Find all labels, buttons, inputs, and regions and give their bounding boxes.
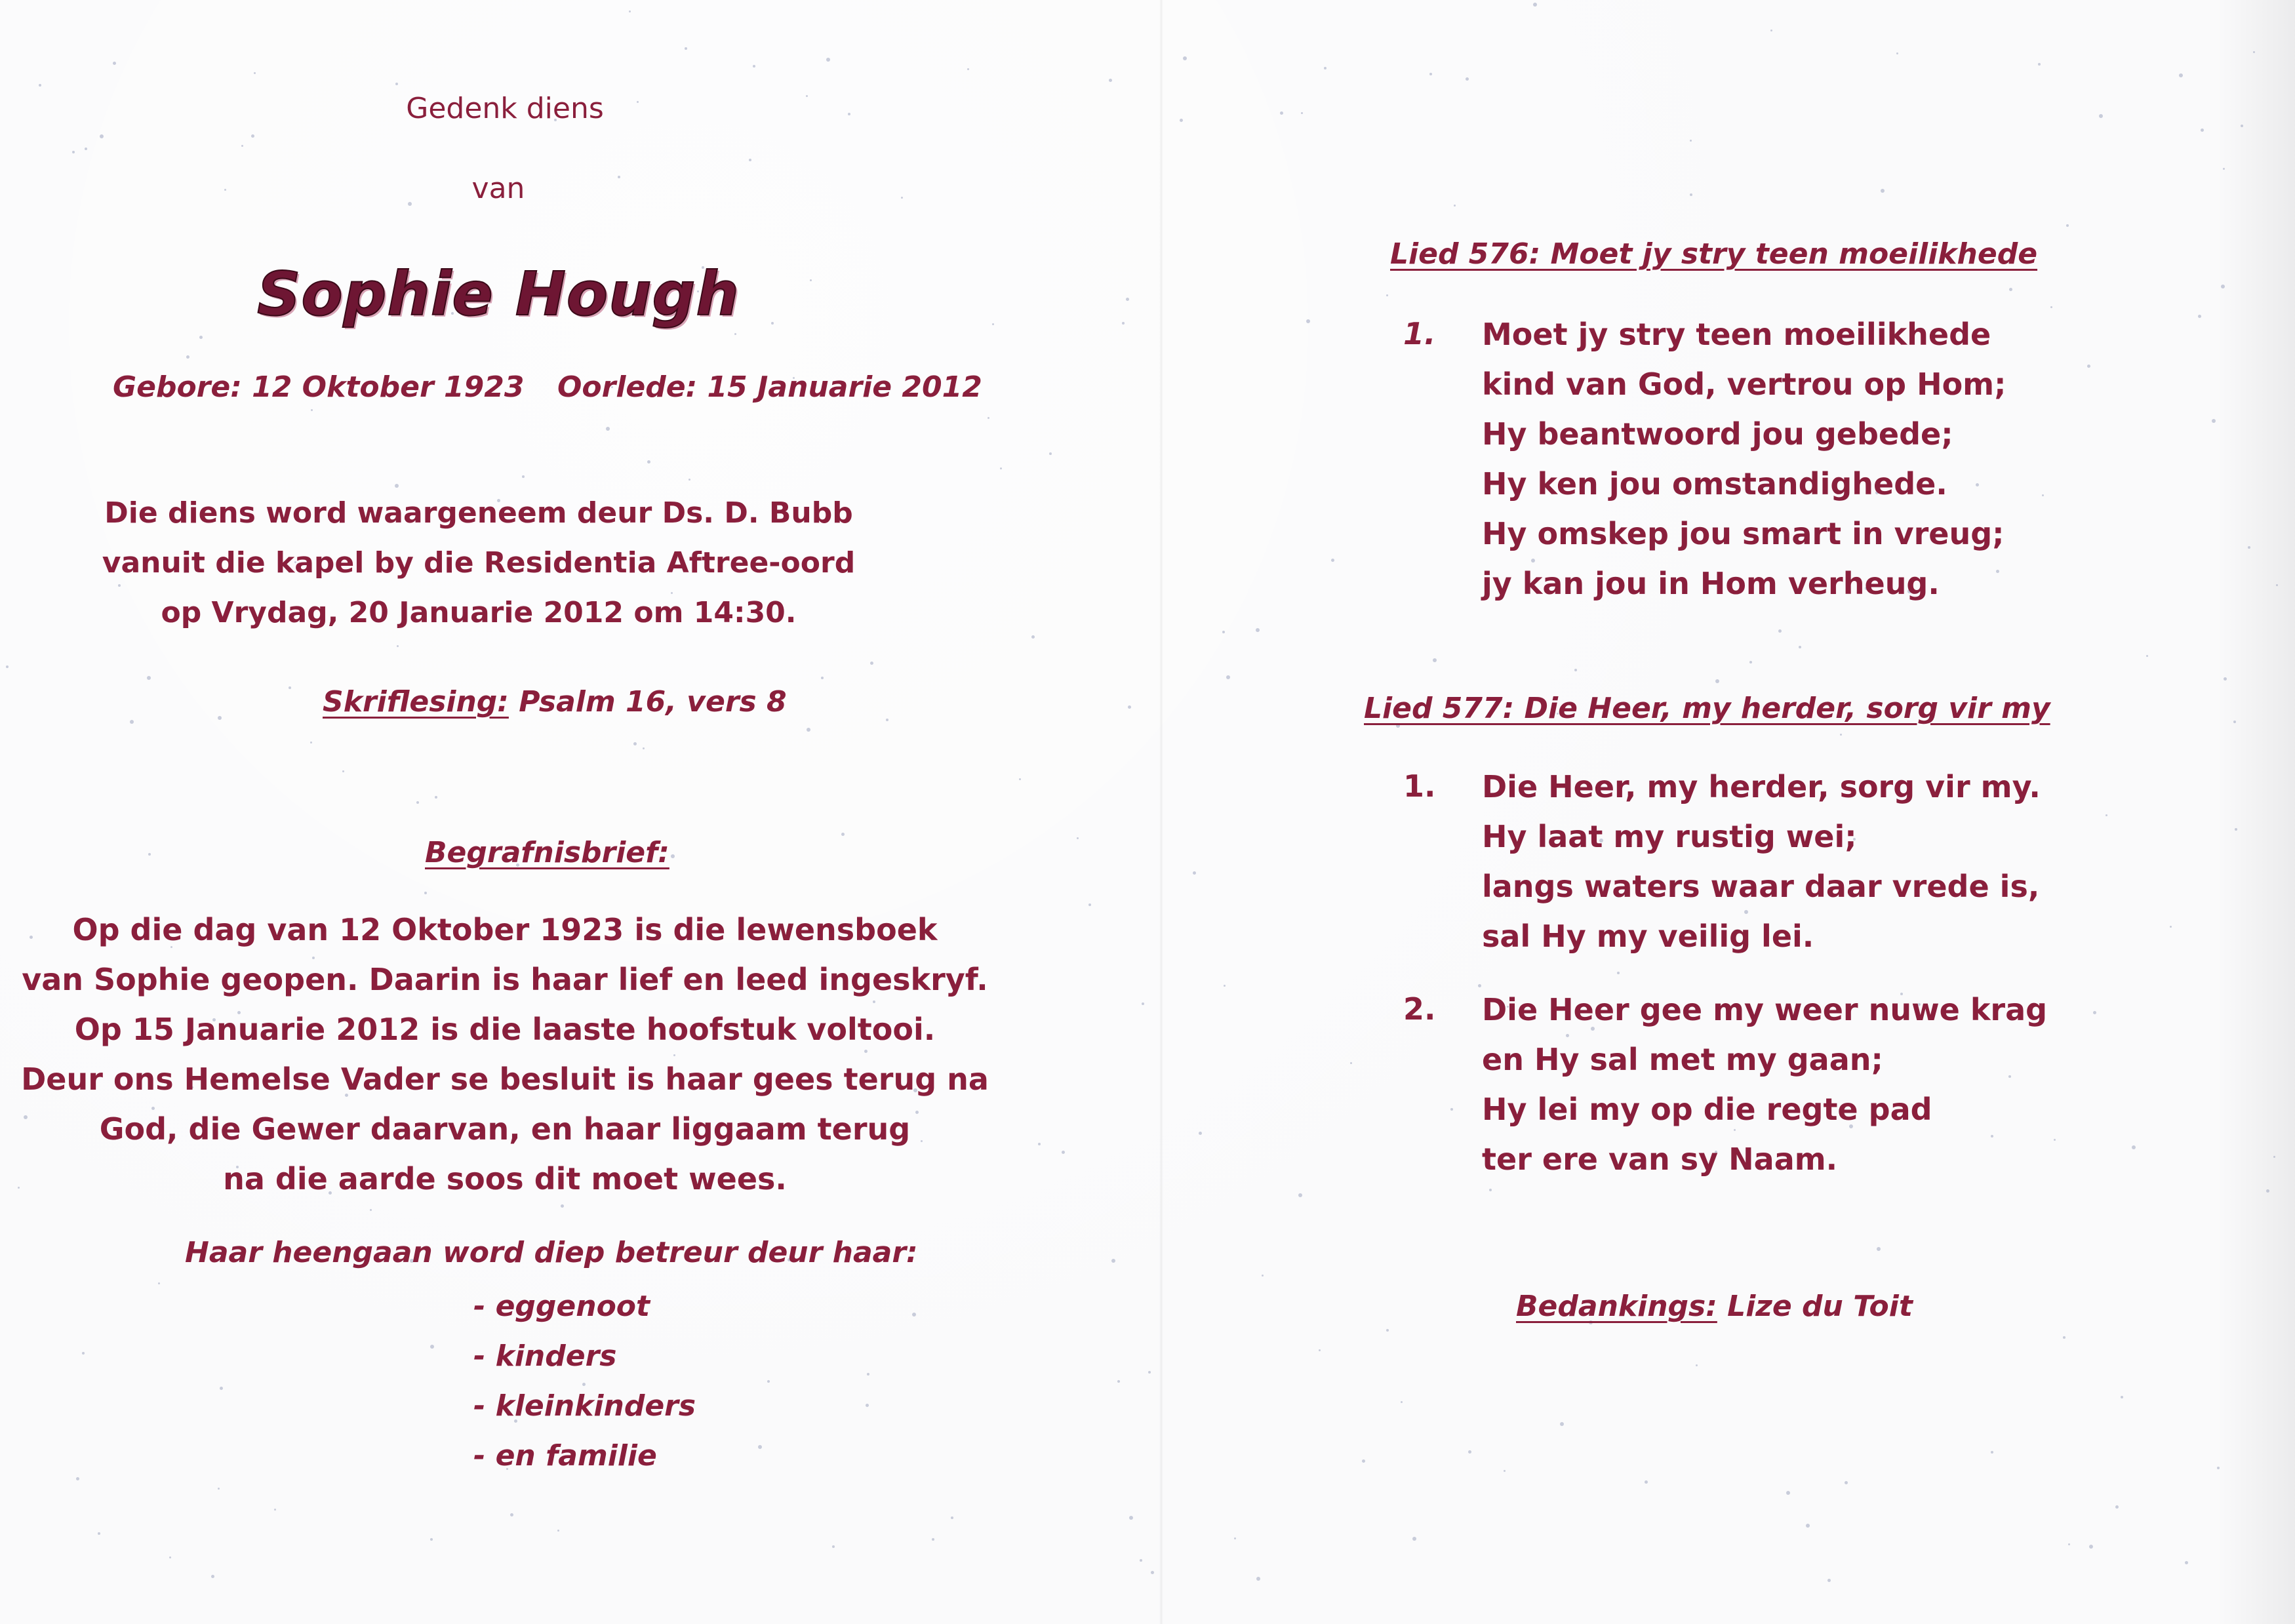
paper-speck [1142, 1002, 1144, 1005]
mourner-item: - en familie [473, 1439, 657, 1473]
song2-verse2 [1482, 985, 2047, 1184]
verse-line: Hy ken jou omstandighede. [1482, 466, 1947, 502]
paper-speck [1183, 56, 1187, 60]
song1-title: Lied 576: Moet jy stry teen moeilikhede [1390, 237, 2038, 271]
center-fold [1159, 0, 1163, 1624]
mourner-item: - eggenoot [473, 1290, 650, 1323]
scripture-reading [323, 685, 787, 719]
thanks-name: Lize du Toit [1727, 1290, 1913, 1323]
service-details [0, 488, 1115, 638]
song1-verse [1482, 309, 2006, 608]
letter-line: Op 15 Januarie 2012 is die laaste hoofstuk voltooi. [74, 1012, 936, 1047]
mourner-item: - kinders [473, 1339, 617, 1373]
song2-verse1 [1482, 762, 2041, 961]
song1-verse-number: 1. [1403, 316, 1436, 351]
scripture-label: Skriflesing: [323, 685, 509, 719]
van-label: van [471, 172, 525, 205]
verse-line: ter ere van sy Naam. [1482, 1141, 1838, 1177]
song2-verse1-number: 1. [1403, 768, 1436, 804]
service-line: op Vrydag, 20 Januarie 2012 om 14:30. [161, 596, 797, 629]
service-line: vanuit die kapel by die Residentia Aftree-oord [102, 546, 856, 580]
letter-line: van Sophie geopen. Daarin is haar lief en leed ingeskryf. [22, 962, 988, 997]
paper-speck [1128, 705, 1131, 709]
paper-speck [1129, 1516, 1133, 1520]
verse-line: kind van God, vertrou op Hom; [1482, 366, 2006, 402]
letter-line: Op die dag van 12 Oktober 1923 is die lewensboek [72, 912, 938, 947]
verse-line: Hy omskep jou smart in vreug; [1482, 516, 2005, 551]
paper-speck [1122, 322, 1125, 325]
verse-line: sal Hy my veilig lei. [1482, 919, 1814, 954]
verse-line: Moet jy stry teen moeilikhede [1482, 317, 1991, 352]
verse-line: langs waters waar daar vrede is, [1482, 869, 2040, 904]
acknowledgements [1516, 1290, 1913, 1323]
letter-line: na die aarde soos dit moet wees. [223, 1161, 787, 1197]
verse-line: jy kan jou in Hom verheug. [1482, 566, 1940, 601]
service-heading: Gedenk diens [406, 92, 604, 125]
birth-date: Gebore: 12 Oktober 1923 [113, 370, 525, 404]
verse-line: Die Heer gee my weer nuwe krag [1482, 992, 2048, 1027]
verse-line: Hy beantwoord jou gebede; [1482, 416, 1953, 452]
verse-line: Die Heer, my herder, sorg vir my. [1482, 769, 2041, 804]
paper-speck [1151, 1571, 1154, 1574]
paper-speck [1148, 1371, 1151, 1374]
song2-title: Lied 577: Die Heer, my herder, sorg vir my [1364, 692, 2050, 725]
letter-line: God, die Gewer daarvan, en haar liggaam terug [99, 1111, 911, 1147]
deceased-name: Sophie Hough [257, 259, 740, 329]
song2-verse2-number: 2. [1403, 991, 1436, 1027]
paper-speck [1117, 1380, 1120, 1383]
mourn-heading: Haar heengaan word diep betreur deur haar: [185, 1236, 918, 1269]
thanks-label: Bedankings: [1516, 1290, 1717, 1323]
mourner-list [473, 1282, 696, 1481]
paper-speck [1180, 119, 1183, 122]
verse-line: Hy laat my rustig wei; [1482, 819, 1857, 854]
verse-line: Hy lei my op die regte pad [1482, 1092, 1932, 1127]
right-panel [1193, 0, 2295, 1624]
scripture-text: Psalm 16, vers 8 [519, 685, 787, 719]
funeral-letter [0, 905, 1010, 1204]
paper-speck [1126, 298, 1129, 301]
service-line: Die diens word waargeneem deur Ds. D. Bubb [104, 496, 853, 530]
death-date: Oorlede: 15 Januarie 2012 [557, 370, 982, 404]
letter-title: Begrafnisbrief: [425, 836, 669, 869]
paper-speck [1140, 1559, 1142, 1562]
left-panel [0, 0, 1115, 1624]
mourner-item: - kleinkinders [473, 1389, 696, 1423]
letter-line: Deur ons Hemelse Vader se besluit is haar gees terug na [21, 1061, 989, 1097]
verse-line: en Hy sal met my gaan; [1482, 1042, 1883, 1077]
